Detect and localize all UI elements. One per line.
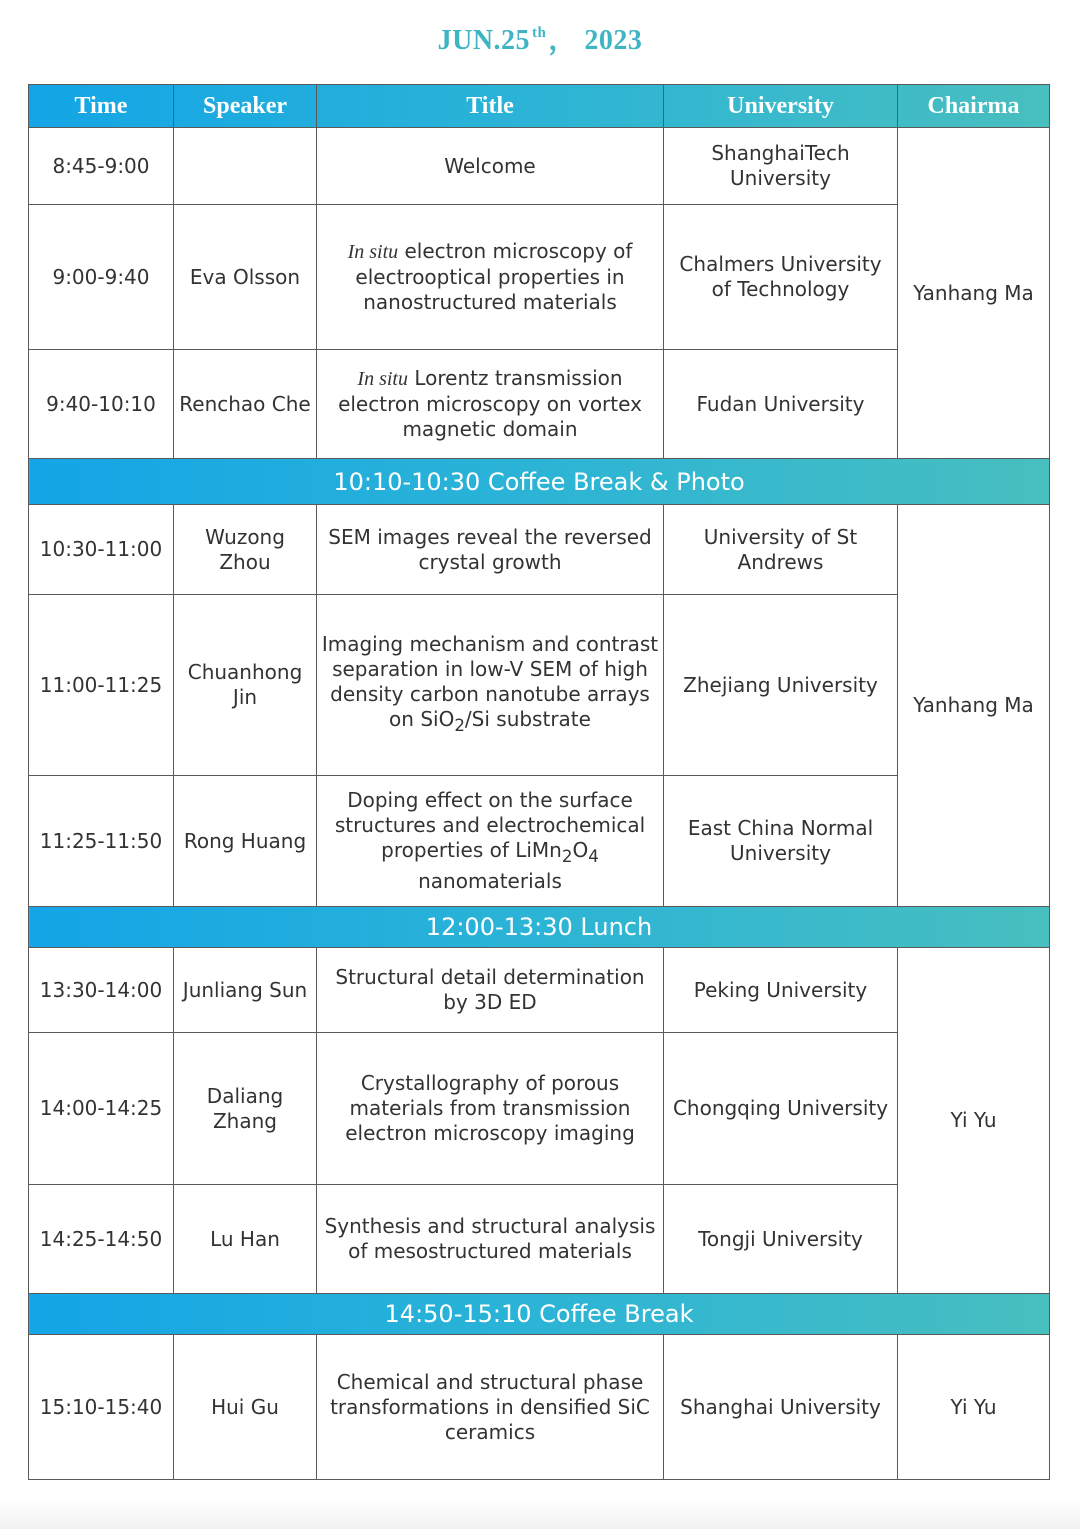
chairman-cell: Yi Yu [898, 948, 1050, 1294]
speaker-cell: Eva Olsson [174, 205, 317, 350]
time-cell: 13:30-14:00 [29, 948, 174, 1033]
date-superscript: th [532, 25, 547, 41]
university-cell: Peking University [664, 948, 898, 1033]
title-cell [317, 776, 664, 907]
title-cell: Structural detail determination by 3D ED [317, 948, 664, 1033]
title-cell: Welcome [317, 128, 664, 205]
title-cell: Crystallography of porous materials from transmission electron microscopy imaging [317, 1033, 664, 1185]
title-subscript: 2 [454, 716, 465, 735]
time-cell: 11:00-11:25 [29, 595, 174, 776]
column-header-speaker: Speaker [174, 85, 317, 128]
title-text-mid: O [572, 838, 589, 862]
university-cell: Fudan University [664, 350, 898, 459]
title-text: Lorentz transmission electron microscopy on vortex magnetic domain [338, 366, 642, 441]
table-row [29, 1033, 1050, 1185]
table-row [29, 1335, 1050, 1480]
title-text: electron microscopy of electrooptical properties in nanostructured materials [355, 239, 633, 314]
date-main: JUN.25 [437, 25, 531, 56]
speaker-cell: Wuzong Zhou [174, 505, 317, 595]
column-header-time: Time [29, 85, 174, 128]
chairman-cell: Yanhang Ma [898, 128, 1050, 459]
speaker-cell: Hui Gu [174, 1335, 317, 1480]
chairman-cell: Yi Yu [898, 1335, 1050, 1480]
time-cell: 14:00-14:25 [29, 1033, 174, 1185]
title-text: Doping effect on the surface structures and electrochemical properties of LiMn [334, 788, 646, 862]
speaker-cell: Renchao Che [174, 350, 317, 459]
column-header-chairman: Chairma [898, 85, 1050, 128]
time-cell: 9:40-10:10 [29, 350, 174, 459]
time-cell: 9:00-9:40 [29, 205, 174, 350]
university-cell: Chalmers University of Technology [664, 205, 898, 350]
title-cell: Synthesis and structural analysis of mesostructured materials [317, 1185, 664, 1294]
title-cell [317, 595, 664, 776]
time-cell: 10:30-11:00 [29, 505, 174, 595]
chairman-cell: Yanhang Ma [898, 505, 1050, 907]
table-row [29, 948, 1050, 1033]
table-row [29, 350, 1050, 459]
title-subscript: 2 [561, 847, 573, 866]
university-cell: East China Normal University [664, 776, 898, 907]
time-cell: 8:45-9:00 [29, 128, 174, 205]
title-text-end: /Si substrate [464, 707, 591, 731]
title-italic: In situ [357, 368, 408, 390]
time-cell: 15:10-15:40 [29, 1335, 174, 1480]
break-row [29, 907, 1050, 948]
speaker-cell: Daliang Zhang [174, 1033, 317, 1185]
speaker-cell: Rong Huang [174, 776, 317, 907]
break-label: 12:00-13:30 Lunch [29, 907, 1050, 948]
break-row [29, 459, 1050, 505]
table-header-row [29, 85, 1050, 128]
university-cell: ShanghaiTech University [664, 128, 898, 205]
break-row [29, 1294, 1050, 1335]
time-cell: 14:25-14:50 [29, 1185, 174, 1294]
speaker-cell: Chuanhong Jin [174, 595, 317, 776]
table-row [29, 1185, 1050, 1294]
title-text-end: nanomaterials [418, 869, 562, 893]
university-cell: Shanghai University [664, 1335, 898, 1480]
university-cell: Chongqing University [664, 1033, 898, 1185]
break-label: 10:10-10:30 Coffee Break & Photo [29, 459, 1050, 505]
column-header-university: University [664, 85, 898, 128]
column-header-title: Title [317, 85, 664, 128]
schedule-table [28, 84, 1050, 1480]
speaker-cell: Lu Han [174, 1185, 317, 1294]
title-cell [317, 205, 664, 350]
date-year: ， 2023 [548, 25, 643, 56]
table-row [29, 505, 1050, 595]
table-row [29, 776, 1050, 907]
title-cell: Chemical and structural phase transformations in densified SiC ceramics [317, 1335, 664, 1480]
university-cell: University of St Andrews [664, 505, 898, 595]
table-row [29, 595, 1050, 776]
university-cell: Tongji University [664, 1185, 898, 1294]
table-row [29, 128, 1050, 205]
page-bottom-shade [0, 1500, 1080, 1529]
table-row [29, 205, 1050, 350]
title-text: Imaging mechanism and contrast separation in low-V SEM of high density carbon nanotube arrays on SiO [321, 632, 659, 731]
title-italic: In situ [347, 241, 399, 263]
title-subscript: 4 [588, 847, 599, 866]
speaker-cell [174, 128, 317, 205]
break-label: 14:50-15:10 Coffee Break [29, 1294, 1050, 1335]
time-cell: 11:25-11:50 [29, 776, 174, 907]
university-cell: Zhejiang University [664, 595, 898, 776]
page-date-title [0, 18, 1080, 58]
speaker-cell: Junliang Sun [174, 948, 317, 1033]
title-cell [317, 350, 664, 459]
title-cell: SEM images reveal the reversed crystal growth [317, 505, 664, 595]
